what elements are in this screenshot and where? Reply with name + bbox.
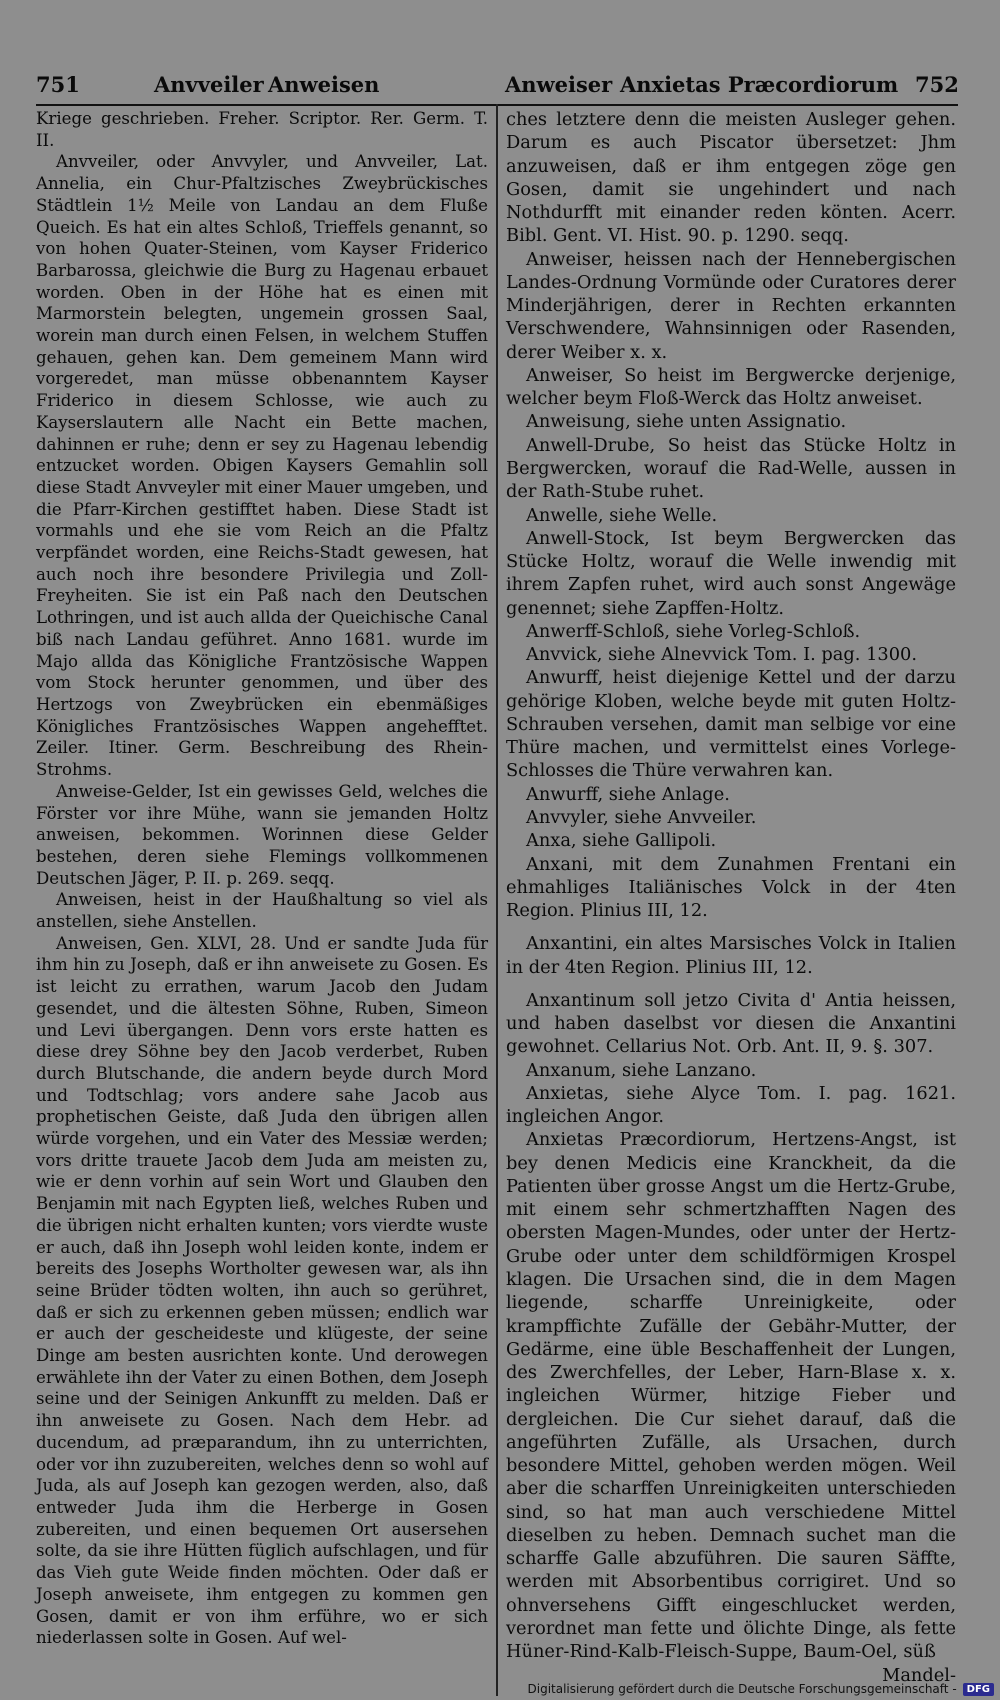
right-column-entry: Anweisung, siehe unten Assignatio. bbox=[526, 411, 847, 433]
right-column-entry: Anweiser, heissen nach der Hennebergischen Landes-Ordnung Vormünde oder Curatores derer Minderjährigen, derer in Rechten erkannten Verschwendere, Wahnsinnigen oder Rasenden, derer Weiber x. x. bbox=[506, 248, 956, 363]
right-column-entry: Anwelle, siehe Welle. bbox=[526, 504, 718, 526]
right-column-entry: Anwerff-Schloß, siehe Vorleg-Schloß. bbox=[526, 620, 861, 642]
header-keyword-left-2: Anweisen bbox=[268, 72, 380, 97]
page-number-left: 751 bbox=[36, 72, 80, 97]
column-separator bbox=[496, 104, 498, 1696]
header-keyword-left-1: Anvveiler bbox=[154, 72, 264, 97]
footer-credit: Digitalisierung gefördert durch die Deutsche Forschungsgemeinschaft - bbox=[527, 1682, 957, 1696]
right-column-entry: Anxa, siehe Gallipoli. bbox=[526, 830, 717, 852]
right-column-entry: Anwell-Stock, Ist beym Bergwercken das Stücke Holtz, worauf die Welle inwendig mit ihrem Zapfen ruhet, wird auch sonst Angewäge genennet; siehe Zapffen-Holtz. bbox=[506, 527, 956, 619]
right-column-entry: Anxietas Præcordiorum, Hertzens-Angst, ist bey denen Medicis eine Kranckheit, da die Patienten über grosse Angst um die Hertz-Grube, mit einem sehr schmertzhafften Nagen des obersten Magen-Mundes, oder unter der Hertz-Grube oder unter dem schildförmigen Krospel klagen. Die Ursachen sind, die in dem Magen liegende, scharffe Unreinigkeite, oder krampffichte Zufälle der Gebähr-Mutter, der Gedärme, eine üble Beschaffenheit der Lungen, des Zwerchfelles, der Leber, Harn-Blase x. x. ingleichen Würmer, hitzige Fieber und dergleichen. Die Cur siehet darauf, daß die angeführten Zufälle, als Ursachen, durch besondere Mittel, gehoben werden mögen. Weil aber die scharffen Unreinigkeiten unterschieden sind, so hat man auch verschiedene Mittel dieselben zu heben. Demnach suchet man die scharffe Galle abzuführen. Die sauren Säffte, werden mit Absorbentibus corrigiret. Und so ohnversehens Gifft eingeschlucket werden, verordnet man fette und ölichte Dinge, als fette Hüner-Rind-Kalb-Fleisch-Suppe, Baum-Oel, süß bbox=[506, 1129, 956, 1663]
right-column bbox=[506, 108, 956, 1687]
page-number-right: 752 bbox=[915, 72, 959, 97]
page-header-right bbox=[505, 66, 965, 102]
right-column-entry: Anwell-Drube, So heist das Stücke Holtz in Bergwercken, worauf die Rad-Welle, aussen in der Rath-Stube ruhet. bbox=[506, 434, 956, 503]
right-column-entry: Anweiser, So heist im Bergwercke derjenige, welcher beym Floß-Werck das Holtz anweiset. bbox=[506, 364, 956, 410]
page-header-left bbox=[36, 66, 491, 102]
right-column-entry: Anwurff, heist diejenige Kettel und der darzu gehörige Kloben, welche beyde mit guten Holtz-Schrauben versehen, damit man selbige vor eine Thüre machen, und vermittelst eines Vorlege-Schlosses die Thüre verwahren kan. bbox=[506, 667, 956, 782]
left-column-entry: Anweisen, Gen. XLVI, 28. Und er sandte Juda für ihm hin zu Joseph, daß er ihn anweisete zu Gosen. Es ist leicht zu errathen, warum Jacob den Judam gesendet, und die ältesten Söhne, Ruben, Simeon und Levi übergangen. Denn vors erste hatten es diese drey Söhne bey den Jacob verderbet, Ruben durch Blutschande, die andern beyde durch Mord und Todtschlag; vors andere sahe Jacob aus prophetischen Geiste, daß Juda den übrigen allen würde vorgehen, und ein Vater des Messiæ werden; vors dritte trauete Jacob dem Juda am meisten zu, wie er denn vorhin auf sein Wort und Glauben den Benjamin mit nach Egypten ließ, welches Ruben und die übrigen nicht erhalten kunten; vors vierdte wuste er auch, daß ihn Joseph wohl leiden konte, indem er bereits des Josephs Wortholter gewesen war, als ihn seine Brüder tödten wolten, ihn auch so gerühret, daß er sich zu erkennen geben müssen; endlich war er auch der gescheideste und klügeste, der seine Dinge am besten ausrichten konte. Und derowegen erwählete ihn der Vater zu einen Bothen, dem Joseph seine und der Seinigen Ankunfft zu melden. Daß er ihn anweisete zu Gosen. Nach dem Hebr. ad ducendum, ad præparandum, ihn zu unterrichten, oder vor ihn zuzubereiten, welches denn so wohl auf Juda, als auf Joseph kan gezogen werden, also, daß entweder Juda ihm die Herberge in Gosen zubereiten, und einen bequemen Ort ausersehen solte, da sie ihre Hütten füglich aufschlagen, und für das Vieh gute Weide finden möchten. Oder daß er Joseph anweisete, ihm entgegen zu kommen gen Gosen, damit er von ihm erführe, wo er sich niederlassen solte in Gosen. Auf wel- bbox=[36, 933, 488, 1648]
right-column-entry: Anxanum, siehe Lanzano. bbox=[526, 1059, 757, 1081]
right-column-entry: Anxantinum soll jetzo Civita d' Antia heissen, und haben daselbst vor diesen die Anxantini gewohnet. Cellarius Not. Orb. Ant. II, 9. §. 307. bbox=[506, 989, 956, 1058]
right-column-entry: Anxani, mit dem Zunahmen Frentani ein ehmahliges Italiänisches Volck in der 4ten Region. Plinius III, 12. bbox=[506, 853, 956, 922]
right-column-entry: ches letztere denn die meisten Ausleger gehen. Darum es auch Piscator übersetzet: Jhm anzuweisen, daß er ihm entgegen zöge gen Gosen, damit sie ungehindert und nach Nothdurfft mit einander reden könten. Acerr. Bibl. Gent. VI. Hist. 90. p. 1290. seqq. bbox=[506, 109, 956, 247]
left-column-entry: Anweise-Gelder, Ist ein gewisses Geld, welches die Förster vor ihre Mühe, wann sie jemanden Holtz anweisen, bekommen. Worinnen diese Gelder bestehen, deren siehe Flemings vollkommenen Deutschen Jäger, P. II. p. 269. seqq. bbox=[36, 781, 488, 888]
left-column bbox=[36, 108, 488, 1649]
left-column-entry: Anvveiler, oder Anvvyler, und Anvveiler, Lat. Annelia, ein Chur-Pfaltzisches Zweybrückisches Städtlein 1½ Meile von Landau an dem Fluße Queich. Es hat ein altes Schloß, Trieffels genannt, so von hohen Quater-Steinen, vom Kayser Friderico Barbarossa, gleichwie die Burg zu Hagenau erbauet worden. Oben in der Höhe hat es einen mit Marmorstein belegten, ungemein grossen Saal, worein man durch einen Felsen, in welchem Stuffen gehauen, gehen kan. Dem gemeinem Mann wird vorgeredet, man müsse obbenanntem Kayser Friderico in diesem Schlosse, wie auch zu Kayserslautern alle Nacht ein Bette machen, dahinnen er ruhe; denn er sey zu Hagenau lebendig entzucket worden. Obigen Kaysers Gemahlin soll diese Stadt Anvveyler mit einer Mauer umgeben, und die Pfarr-Kirchen gestifftet haben. Diese Stadt ist vormahls und ehe sie vom Reich an die Pfaltz verpfändet worden, eine Reichs-Stadt gewesen, hat auch noch ihre besondere Privilegia und Zoll-Freyheiten. Sie ist ein Paß nach den Deutschen Lothringen, und ist auch allda der Queichische Canal biß nach Landau geführet. Anno 1681. wurde im Majo allda das Königliche Frantzösische Wappen vom Stock herunter genommen, und über des Hertzogs von Zweybrücken ein ebenmäßiges Königliches Frantzösisches Wappen angehefftet. Zeiler. Itiner. Germ. Beschreibung des Rhein-Strohms. bbox=[36, 152, 488, 780]
header-keyword-right-2: Anxietas Præcordiorum bbox=[620, 72, 899, 97]
right-column-entry: Anvvick, siehe Alnevvick Tom. I. pag. 1300. bbox=[526, 644, 917, 666]
right-column-entry: Mandel- bbox=[882, 1664, 956, 1686]
left-column-entry: Anweisen, heist in der Haußhaltung so viel als anstellen, siehe Anstellen. bbox=[36, 890, 488, 932]
right-column-entry: Anvvyler, siehe Anvveiler. bbox=[526, 806, 757, 828]
header-keyword-right-1: Anweiser bbox=[505, 72, 613, 97]
left-column-entry: Kriege geschrieben. Freher. Scriptor. Rer. Germ. T. II. bbox=[36, 109, 488, 150]
right-column-entry: Anwurff, siehe Anlage. bbox=[526, 783, 730, 805]
footer bbox=[528, 1682, 995, 1696]
right-column-entry: Anxietas, siehe Alyce Tom. I. pag. 1621. ingleichen Angor. bbox=[506, 1082, 956, 1128]
right-column-entry: Anxantini, ein altes Marsisches Volck in Italien in der 4ten Region. Plinius III, 12. bbox=[506, 933, 956, 978]
dfg-logo: DFG bbox=[963, 1683, 994, 1696]
